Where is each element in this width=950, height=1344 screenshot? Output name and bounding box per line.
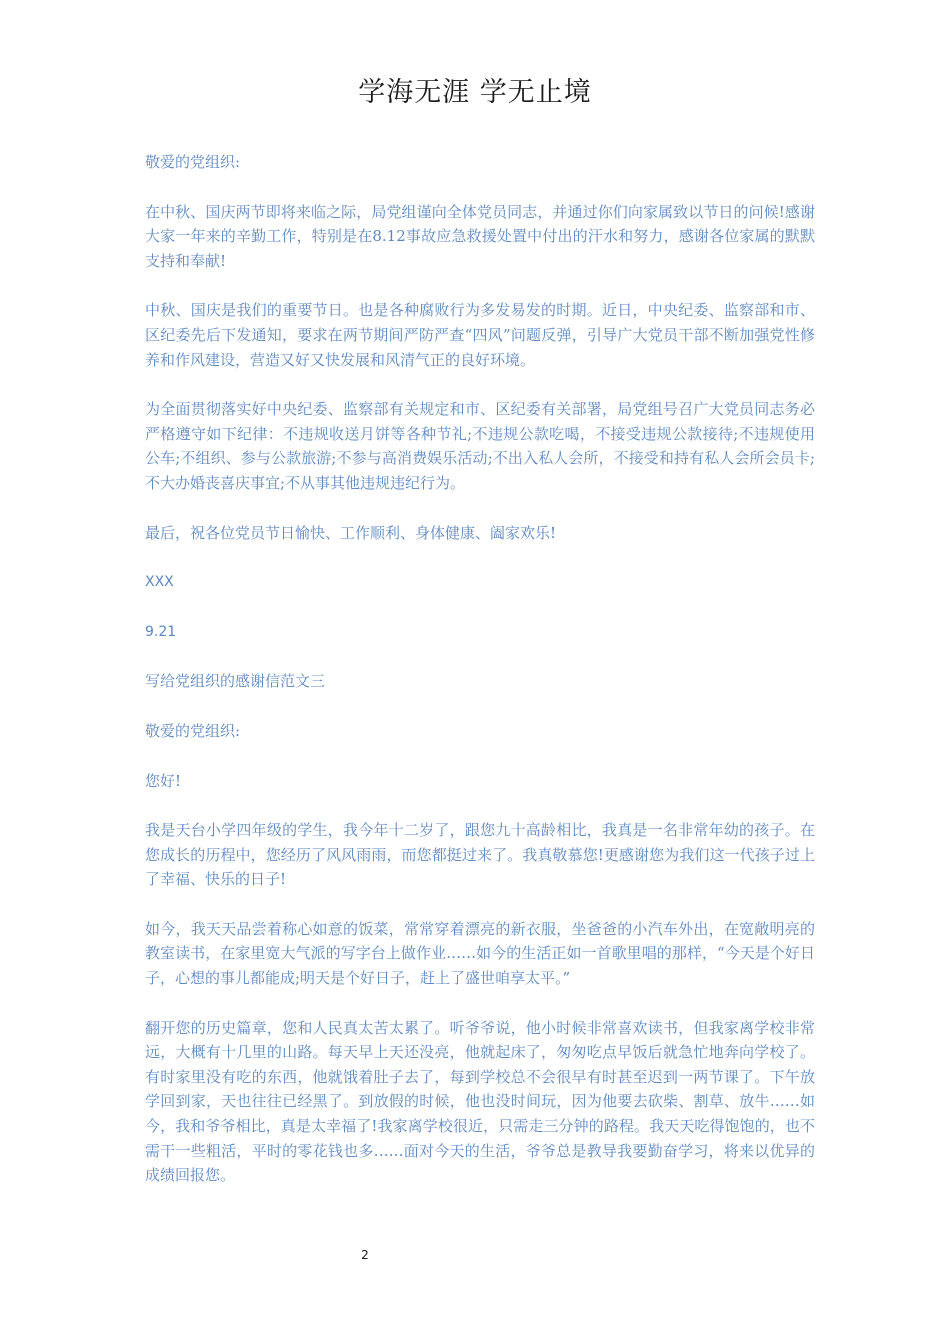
document-body bbox=[145, 150, 815, 1213]
paragraph-discipline-rules: 为全面贯彻落实好中央纪委、监察部有关规定和市、区纪委有关部署，局党组号召广大党员同志务必严格遵守如下纪律：不违规收送月饼等各种节礼;不违规公款吃喝，不接受违规公款接待;不违规使用公车;不组织、参与公款旅游;不参与高消费娱乐活动;不出入私人会所，不接受和持有私人会所会员卡;不大办婚丧喜庆事宜;不从事其他违规违纪行为。 bbox=[145, 400, 815, 492]
signature: XXX bbox=[145, 574, 174, 591]
page-number: 2 bbox=[361, 1248, 369, 1262]
paragraph-happy-life: 如今，我天天品尝着称心如意的饭菜，常常穿着漂亮的新衣服，坐爸爸的小汽车外出，在宽敞明亮的教室读书，在家里宽大气派的写字台上做作业……如今的生活正如一首歌里唱的那样，“今天是个好日子，心想的事儿都能成;明天是个好日子，赶上了盛世咱享太平。” bbox=[145, 919, 815, 988]
greeting: 您好! bbox=[145, 771, 182, 790]
paragraph-student-intro: 我是天台小学四年级的学生，我今年十二岁了，跟您九十高龄相比，我真是一名非常年幼的孩子。在您成长的历程中，您经历了风风雨雨，而您都挺过来了。我真敬慕您!更感谢您为我们这一代孩子过上了幸福、快乐的日子! bbox=[145, 821, 815, 889]
salutation-second: 敬爱的党组织: bbox=[145, 721, 241, 740]
paragraph-grandfather-story: 翻开您的历史篇章，您和人民真太苦太累了。听爷爷说，他小时候非常喜欢读书，但我家离学校非常远，大概有十几里的山路。每天早上天还没亮，他就起床了，匆匆吃点早饭后就急忙地奔向学校了。有时家里没有吃的东西，他就饿着肚子去了，每到学校总不会很早有时甚至迟到一两节课了。下午放学回到家，天也往往已经黑了。到放假的时候，他也没时间玩，因为他要去砍柴、割草、放牛……如今，我和爷爷相比，真是太幸福了!我家离学校很近，只需走三分钟的路程。我天天吃得饱饱的，也不需干一些粗活，平时的零花钱也多……面对今天的生活，爷爷总是教导我要勤奋学习，将来以优异的成绩回报您。 bbox=[145, 1018, 815, 1185]
section-heading: 写给党组织的感谢信范文三 bbox=[145, 672, 326, 691]
page-header-title: 学海无涯 学无止境 bbox=[358, 77, 592, 108]
paragraph-festival-notice: 中秋、国庆是我们的重要节日。也是各种腐败行为多发易发的时期。近日，中央纪委、监察部和市、区纪委先后下发通知，要求在两节期间严防严查“四风”问题反弹，引导广大党员干部不断加强党性修养和作风建设，营造又好又快发展和风清气正的良好环境。 bbox=[145, 301, 815, 369]
paragraph-closing-wishes: 最后，祝各位党员节日愉快、工作顺利、身体健康、阖家欢乐! bbox=[145, 523, 557, 542]
paragraph-holiday-greeting: 在中秋、国庆两节即将来临之际，局党组谨向全体党员同志，并通过你们向家属致以节日的问候!感谢大家一年来的辛勤工作，特别是在8.12事故应急救援处置中付出的汗水和努力，感谢各位家属的默默支持和奉献! bbox=[145, 202, 815, 270]
salutation: 敬爱的党组织: bbox=[145, 153, 241, 171]
date: 9.21 bbox=[145, 623, 177, 640]
